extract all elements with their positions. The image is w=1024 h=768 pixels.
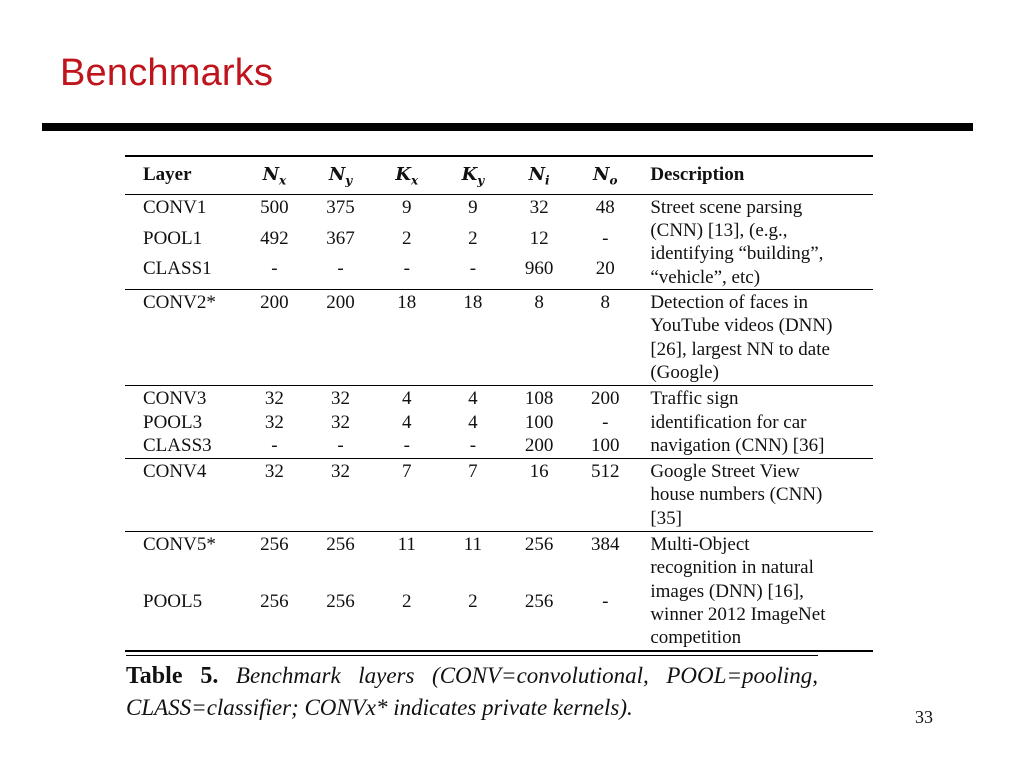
cell-ky: 9 — [468, 196, 478, 218]
table-header-row — [125, 156, 873, 194]
header-description: Description — [650, 164, 745, 185]
cell-ky: 2 — [468, 227, 478, 249]
cell-no: - — [602, 411, 609, 433]
cell-layer: CLASS3 — [143, 434, 212, 456]
description-line: [35] — [650, 507, 682, 529]
cell-description — [638, 386, 873, 459]
description-line: “vehicle”, etc) — [650, 266, 761, 288]
cell-ky: - — [469, 258, 477, 280]
cell-nx: 256 — [260, 591, 289, 613]
description-line: identifying “building”, — [650, 243, 824, 265]
table-group — [125, 532, 873, 651]
cell-ky: 7 — [468, 461, 478, 483]
cell-kx: 2 — [401, 591, 412, 613]
cell-nx: - — [271, 258, 278, 280]
cell-nx: 32 — [264, 411, 284, 433]
cell-ky: 4 — [468, 388, 478, 410]
header-ky: $K_y$ — [461, 164, 485, 188]
cell-nx: 500 — [260, 196, 289, 218]
header-no: $N_o$ — [593, 164, 618, 188]
cell-ni: 960 — [524, 258, 554, 280]
cell-ni: 12 — [529, 227, 549, 249]
table-group — [125, 386, 873, 459]
cell-layer: POOL5 — [143, 591, 203, 613]
cell-description — [638, 194, 873, 289]
cell-layer: POOL1 — [143, 227, 203, 249]
cell-ni: 200 — [524, 434, 554, 456]
cell-kx: 4 — [401, 411, 412, 433]
table-caption — [126, 655, 818, 723]
cell-description — [638, 290, 873, 386]
cell-layer: CONV2* — [143, 292, 216, 314]
cell-kx: 2 — [401, 227, 412, 249]
description-line: navigation (CNN) [36] — [650, 434, 825, 456]
cell-nx: - — [271, 434, 278, 456]
header-kx: $K_x$ — [395, 164, 419, 188]
description-line: images (DNN) [16], — [650, 580, 804, 602]
cell-no: 48 — [595, 196, 615, 218]
table-row — [125, 532, 873, 591]
cell-kx: 11 — [397, 534, 416, 556]
cell-ni: 100 — [524, 411, 554, 433]
header-ni: $N_i$ — [528, 164, 550, 188]
cell-no: 200 — [590, 388, 620, 410]
cell-layer: POOL3 — [143, 411, 203, 433]
header-layer: Layer — [143, 164, 192, 185]
description-line: identification for car — [650, 411, 807, 433]
cell-no: - — [602, 591, 609, 613]
cell-ni: 32 — [529, 196, 549, 218]
benchmark-table — [125, 155, 873, 652]
cell-no: 384 — [590, 534, 620, 556]
page-number: 33 — [915, 707, 933, 727]
cell-kx: 7 — [401, 461, 412, 483]
cell-no: 512 — [590, 461, 620, 483]
caption-label: Table 5. — [126, 663, 219, 689]
cell-ni: 8 — [534, 292, 544, 314]
description-line: competition — [650, 627, 742, 649]
table-row — [125, 194, 873, 226]
cell-ni: 16 — [529, 461, 549, 483]
description-line: recognition in natural — [650, 557, 814, 579]
caption-text: Benchmark layers (CONV=convolutional, POOL=pooling, CLASS=classifier; CONVx* indicates private kernels). — [126, 663, 818, 720]
cell-ny: - — [337, 434, 344, 456]
description-line: (Google) — [650, 361, 719, 383]
table-row — [125, 459, 873, 532]
cell-layer: CLASS1 — [143, 258, 212, 280]
cell-no: - — [602, 227, 609, 249]
cell-ky: 4 — [468, 411, 478, 433]
slide-title: Benchmarks — [60, 52, 274, 94]
description-line: Traffic sign — [650, 388, 739, 410]
description-line: house numbers (CNN) — [650, 484, 823, 506]
cell-ky: 18 — [463, 292, 483, 314]
header-ny: $N_y$ — [328, 164, 353, 188]
cell-nx: 256 — [260, 534, 289, 556]
table-group — [125, 459, 873, 532]
cell-layer: CONV3 — [143, 388, 207, 410]
cell-kx: 4 — [401, 388, 412, 410]
cell-ni: 256 — [524, 534, 554, 556]
cell-layer: CONV4 — [143, 461, 207, 483]
table-group — [125, 194, 873, 289]
description-line: Street scene parsing — [650, 196, 803, 218]
cell-ny: 375 — [326, 196, 355, 218]
description-line: Detection of faces in — [650, 292, 809, 314]
cell-nx: 32 — [264, 388, 284, 410]
cell-ky: 11 — [463, 534, 483, 556]
cell-layer: CONV1 — [143, 196, 207, 218]
description-line: YouTube videos (DNN) — [650, 315, 833, 337]
cell-ni: 108 — [524, 388, 554, 410]
cell-ny: 32 — [331, 388, 351, 410]
cell-ky: 2 — [468, 591, 478, 613]
description-line: (CNN) [13], (e.g., — [650, 220, 788, 242]
cell-ny: 367 — [326, 227, 355, 249]
cell-kx: 18 — [397, 292, 417, 314]
cell-no: 20 — [595, 258, 615, 280]
cell-layer: CONV5* — [143, 534, 216, 556]
description-line: Multi-Object — [650, 534, 750, 556]
cell-ny: 200 — [326, 292, 355, 314]
cell-ny: 256 — [326, 534, 355, 556]
cell-ny: - — [337, 258, 344, 280]
cell-ny: 32 — [331, 411, 351, 433]
cell-nx: 200 — [260, 292, 289, 314]
title-divider — [42, 123, 973, 131]
cell-nx: 492 — [260, 227, 289, 249]
cell-ky: - — [469, 434, 477, 456]
cell-no: 8 — [600, 292, 610, 314]
table-row — [125, 290, 873, 386]
description-line: [26], largest NN to date — [650, 338, 830, 360]
cell-kx: - — [403, 258, 410, 280]
cell-kx: 9 — [401, 196, 412, 218]
cell-description — [638, 459, 873, 532]
description-line: Google Street View — [650, 461, 800, 483]
table-group — [125, 290, 873, 386]
cell-ny: 256 — [326, 591, 355, 613]
cell-no: 100 — [590, 434, 620, 456]
header-nx: $N_x$ — [262, 164, 287, 188]
table-row — [125, 386, 873, 411]
cell-ny: 32 — [331, 461, 351, 483]
cell-description — [638, 532, 873, 651]
cell-ni: 256 — [524, 591, 554, 613]
cell-nx: 32 — [264, 461, 284, 483]
description-line: winner 2012 ImageNet — [650, 603, 826, 625]
cell-kx: - — [403, 434, 410, 456]
